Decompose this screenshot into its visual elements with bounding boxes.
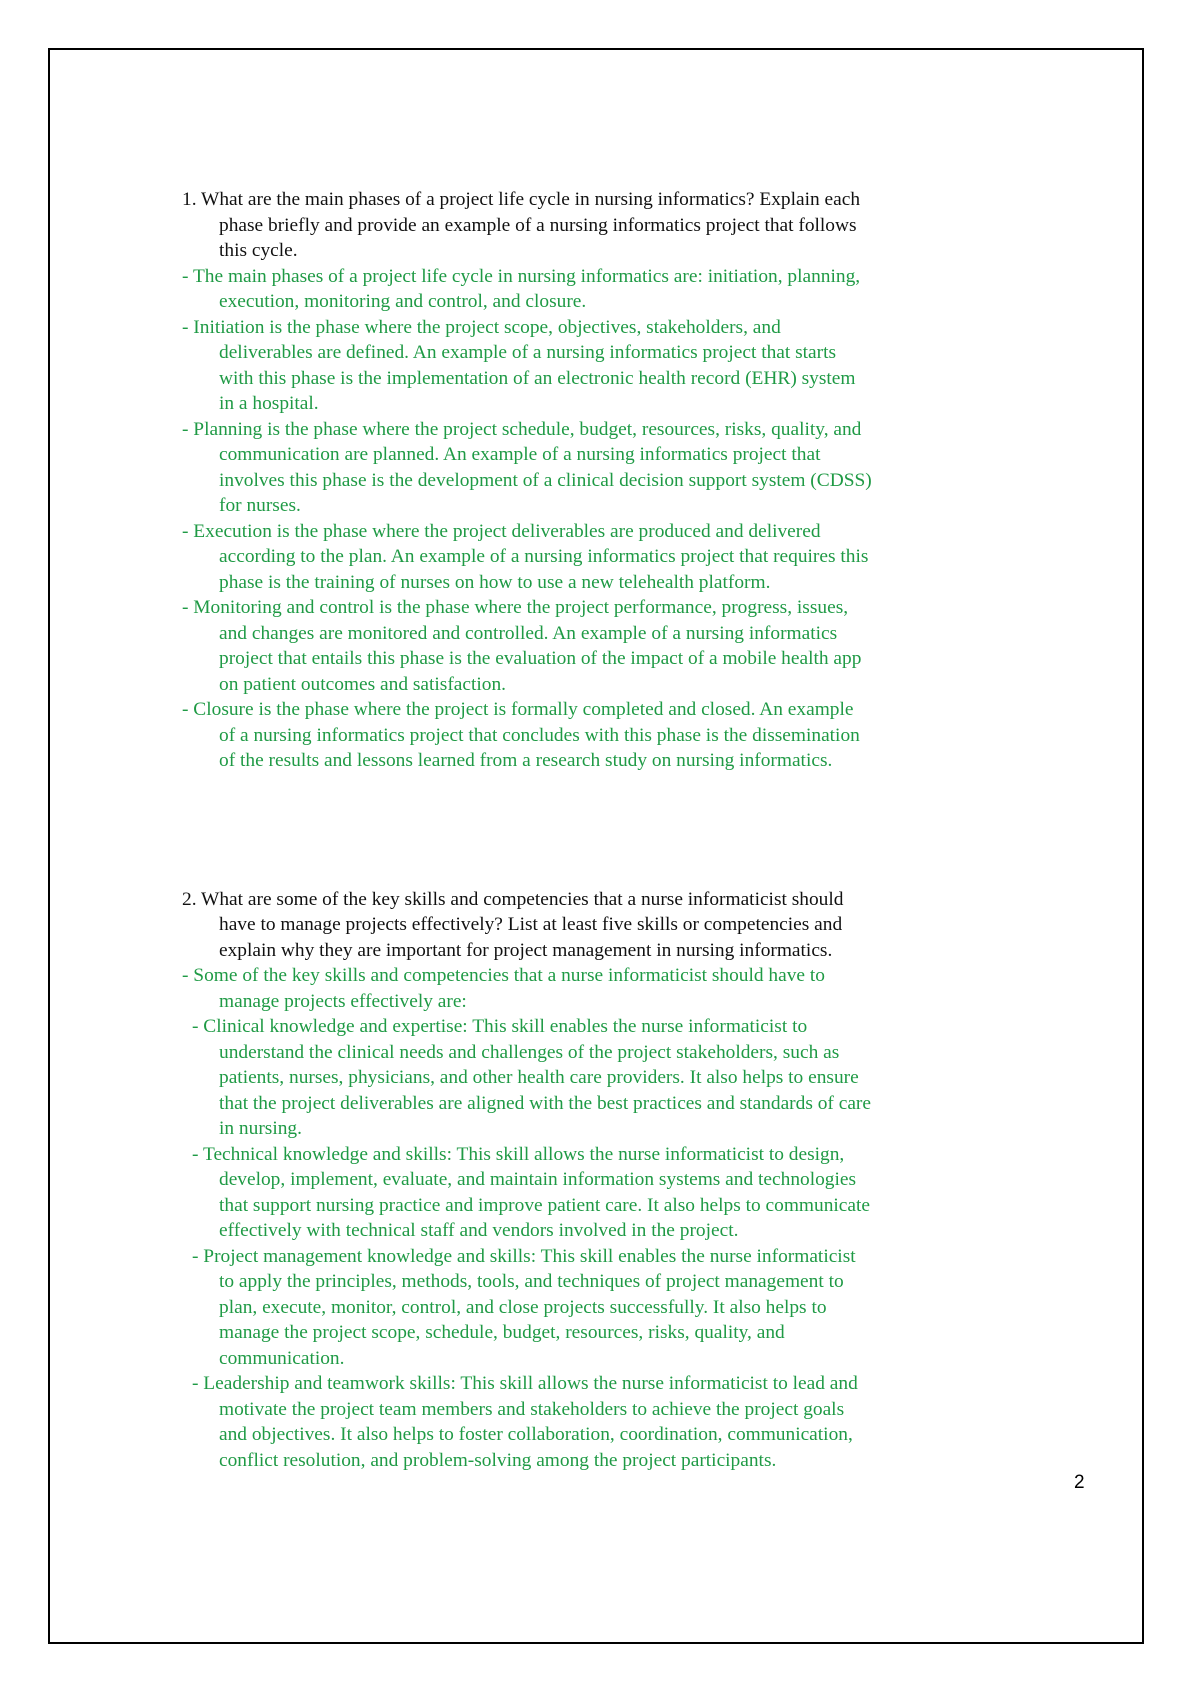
answer-line: according to the plan. An example of a nursing informatics project that requires this — [219, 546, 869, 567]
question-1-line: this cycle. — [219, 240, 298, 261]
answer-line: phase is the training of nurses on how to use a new telehealth platform. — [219, 571, 771, 593]
answer-line: deliverables are defined. An example of a nursing informatics project that starts — [219, 342, 837, 363]
answer-line: - Execution is the phase where the project deliverables are produced and delivered — [182, 520, 821, 542]
answer-1-initiation — [182, 315, 982, 417]
answer-line: for nurses. — [219, 495, 301, 516]
answer-line: that the project deliverables are aligned with the best practices and standards of care — [219, 1092, 872, 1114]
question-2-line: explain why they are important for project management in nursing informatics. — [219, 939, 833, 961]
answer-line: manage the project scope, schedule, budget, resources, risks, quality, and — [219, 1322, 785, 1343]
answer-line: - Technical knowledge and skills: This skill allows the nurse informaticist to design, — [192, 1143, 845, 1165]
answer-line: of a nursing informatics project that concludes with this phase is the dissemination — [219, 724, 860, 746]
answer-line: involves this phase is the development of a clinical decision support system (CDSS) — [219, 469, 872, 491]
answer-line: understand the clinical needs and challenges of the project stakeholders, such as — [219, 1041, 840, 1063]
answer-line: - Closure is the phase where the project is formally completed and closed. An example — [182, 699, 854, 720]
answer-line: communication. — [219, 1347, 345, 1369]
question-2-line: 2. What are some of the key skills and competencies that a nurse informaticist should — [182, 888, 844, 910]
question-1-line: phase briefly and provide an example of a nursing informatics project that follows — [219, 214, 857, 236]
answer-2-clinical — [182, 1014, 982, 1142]
answer-line: develop, implement, evaluate, and maintain information systems and technologies — [219, 1169, 857, 1190]
answer-1-monitoring — [182, 595, 982, 697]
answer-line: - Monitoring and control is the phase where the project performance, progress, issues, — [182, 597, 849, 618]
document-body — [182, 187, 982, 1473]
answer-line: of the results and lessons learned from a research study on nursing informatics. — [219, 750, 833, 771]
answer-line: - Leadership and teamwork skills: This skill allows the nurse informaticist to lead and — [192, 1373, 858, 1394]
answer-line: - The main phases of a project life cycle in nursing informatics are: initiation, planning, — [182, 265, 861, 287]
answer-line: that support nursing practice and improve patient care. It also helps to communicate — [219, 1194, 870, 1216]
answer-line: and objectives. It also helps to foster collaboration, coordination, communication, — [219, 1424, 853, 1445]
answer-line: and changes are monitored and controlled. An example of a nursing informatics — [219, 622, 838, 644]
answer-line: patients, nurses, physicians, and other health care providers. It also helps to ensure — [219, 1067, 859, 1088]
page-number: 2 — [1074, 1472, 1085, 1493]
answer-line: plan, execute, monitor, control, and close projects successfully. It also helps to — [219, 1296, 827, 1318]
answer-1-planning — [182, 417, 982, 519]
answer-line: manage projects effectively are: — [219, 990, 467, 1012]
question-1 — [182, 187, 982, 264]
answer-line: - Some of the key skills and competencies that a nurse informaticist should have to — [182, 965, 825, 986]
answer-line: with this phase is the implementation of an electronic health record (EHR) system — [219, 367, 856, 389]
question-2 — [182, 887, 982, 964]
answer-line: to apply the principles, methods, tools, and techniques of project management to — [219, 1271, 844, 1292]
answer-line: - Planning is the phase where the project schedule, budget, resources, risks, quality, and — [182, 418, 862, 440]
answer-line: - Project management knowledge and skills: This skill enables the nurse informaticist — [192, 1245, 856, 1267]
answer-line: motivate the project team members and stakeholders to achieve the project goals — [219, 1398, 845, 1420]
question-1-line: 1. What are the main phases of a project life cycle in nursing informatics? Explain each — [182, 189, 861, 210]
answer-2-intro — [182, 963, 982, 1014]
answer-1-closure — [182, 697, 982, 774]
answer-1-intro — [182, 264, 982, 315]
answer-line: conflict resolution, and problem-solving among the project participants. — [219, 1449, 777, 1471]
section-spacer — [182, 774, 982, 887]
answer-line: effectively with technical staff and vendors involved in the project. — [219, 1220, 739, 1241]
answer-line: communication are planned. An example of a nursing informatics project that — [219, 444, 821, 465]
answer-2-leadership — [182, 1371, 982, 1473]
answer-1-execution — [182, 519, 982, 596]
answer-line: on patient outcomes and satisfaction. — [219, 673, 507, 695]
answer-line: - Initiation is the phase where the project scope, objectives, stakeholders, and — [182, 316, 781, 338]
answer-line: execution, monitoring and control, and closure. — [219, 291, 587, 312]
answer-line: project that entails this phase is the evaluation of the impact of a mobile health app — [219, 648, 862, 669]
question-2-line: have to manage projects effectively? List at least five skills or competencies and — [219, 914, 843, 935]
answer-1 — [182, 264, 982, 774]
answer-line: in a hospital. — [219, 393, 319, 414]
answer-2-project-management — [182, 1244, 982, 1372]
answer-2 — [182, 963, 982, 1473]
answer-2-technical — [182, 1142, 982, 1244]
answer-line: in nursing. — [219, 1118, 302, 1139]
answer-line: - Clinical knowledge and expertise: This skill enables the nurse informaticist to — [192, 1016, 808, 1037]
